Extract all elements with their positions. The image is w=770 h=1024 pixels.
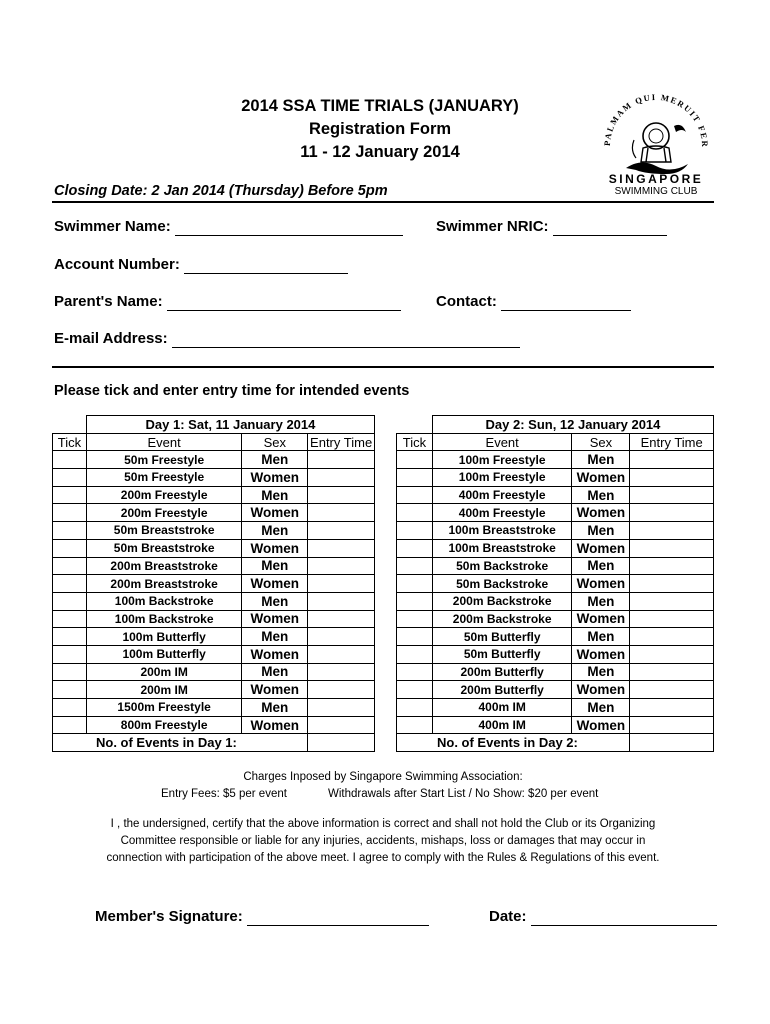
entry-time-cell[interactable] (308, 592, 375, 610)
signature-row (95, 908, 429, 926)
event-sex: Women (242, 716, 308, 734)
lion-crest-icon (596, 88, 716, 178)
swimmer-name-row (54, 218, 403, 236)
event-sex: Men (572, 699, 630, 717)
event-name: 50m Backstroke (432, 575, 572, 593)
closing-date: Closing Date: 2 Jan 2014 (Thursday) Before 5pm (54, 183, 388, 199)
table-row (397, 504, 714, 522)
contact-label: Contact: (436, 293, 497, 310)
parents-name-label: Parent's Name: (54, 293, 163, 310)
day1-events-table (52, 415, 375, 752)
entry-time-cell[interactable] (308, 486, 375, 504)
event-name: 1500m Freestyle (86, 699, 241, 717)
certification-line2: Committee responsible or liable for any injuries, accidents, mishaps, loss or damages that may occur in (120, 835, 646, 847)
email-label: E-mail Address: (54, 330, 168, 347)
table-row (397, 469, 714, 487)
entry-time-cell[interactable] (308, 663, 375, 681)
event-sex: Men (572, 451, 630, 469)
entry-time-cell[interactable] (630, 575, 714, 593)
day1-col-entry: Entry Time (308, 433, 375, 451)
tick-cell[interactable] (53, 504, 87, 522)
entry-time-cell[interactable] (630, 645, 714, 663)
table-row (53, 628, 375, 646)
tick-cell[interactable] (53, 539, 87, 557)
certification-line3: connection with participation of the above meet. I agree to comply with the Rules & Regulations of this event. (106, 852, 660, 864)
tick-cell[interactable] (53, 575, 87, 593)
event-name: 100m Freestyle (432, 451, 572, 469)
event-sex: Men (242, 486, 308, 504)
tick-cell[interactable] (53, 628, 87, 646)
tick-cell[interactable] (53, 557, 87, 575)
entry-time-cell[interactable] (630, 592, 714, 610)
svg-text:PALMAM QUI MERUIT FERAT (596, 88, 710, 148)
event-name: 200m Backstroke (432, 592, 572, 610)
table-row (397, 557, 714, 575)
event-sex: Men (572, 628, 630, 646)
swimmer-nric-label: Swimmer NRIC: (436, 218, 549, 235)
table-row (53, 522, 375, 540)
entry-time-cell[interactable] (630, 522, 714, 540)
event-name: 200m IM (86, 681, 241, 699)
event-sex: Women (242, 645, 308, 663)
event-name: 800m Freestyle (86, 716, 241, 734)
logo-name-line1: SINGAPORE (608, 172, 704, 186)
form-subtitle: Registration Form (308, 120, 452, 138)
table-row (53, 504, 375, 522)
email-field[interactable] (172, 332, 520, 348)
table-row (53, 575, 375, 593)
tick-cell[interactable] (397, 681, 433, 699)
tick-cell[interactable] (53, 645, 87, 663)
logo-motto: PALMAM QUI MERUIT FER (601, 91, 711, 149)
event-sex: Women (242, 539, 308, 557)
table-row (397, 522, 714, 540)
parents-name-row (54, 293, 401, 311)
event-sex: Men (242, 663, 308, 681)
event-name: 200m Freestyle (86, 504, 241, 522)
tick-cell[interactable] (53, 663, 87, 681)
account-number-field[interactable] (184, 258, 348, 274)
entry-time-cell[interactable] (630, 699, 714, 717)
tick-cell[interactable] (397, 592, 433, 610)
entry-time-cell[interactable] (630, 486, 714, 504)
event-name: 100m Breaststroke (432, 539, 572, 557)
entry-time-cell[interactable] (308, 699, 375, 717)
entry-time-cell[interactable] (630, 557, 714, 575)
day2-col-event: Event (432, 433, 572, 451)
table-row (397, 539, 714, 557)
club-logo (596, 88, 716, 200)
certification-line1: I , the undersigned, certify that the above information is correct and shall not hold the Club or its Organizing (110, 818, 656, 830)
event-sex: Men (242, 522, 308, 540)
event-sex: Men (242, 628, 308, 646)
event-sex: Men (572, 557, 630, 575)
table-row (53, 557, 375, 575)
certification-text (52, 816, 714, 867)
table-row (397, 610, 714, 628)
tick-cell[interactable] (53, 592, 87, 610)
event-sex: Men (572, 522, 630, 540)
table-row (397, 592, 714, 610)
entry-time-cell[interactable] (308, 557, 375, 575)
table-row (53, 486, 375, 504)
tick-cell[interactable] (397, 699, 433, 717)
event-sex: Men (572, 486, 630, 504)
event-sex: Men (242, 699, 308, 717)
entry-time-cell[interactable] (630, 539, 714, 557)
tick-cell[interactable] (397, 469, 433, 487)
table-row (53, 610, 375, 628)
tick-cell[interactable] (53, 522, 87, 540)
event-sex: Women (572, 716, 630, 734)
table-row (397, 645, 714, 663)
entry-time-cell[interactable] (308, 610, 375, 628)
event-sex: Men (242, 557, 308, 575)
charges-line1: Charges Inposed by Singapore Swimming Association: (243, 771, 523, 783)
withdrawals: Withdrawals after Start List / No Show: $20 per event (328, 788, 599, 800)
divider (52, 201, 714, 203)
event-name: 50m Freestyle (86, 451, 241, 469)
entry-time-cell[interactable] (630, 610, 714, 628)
event-name: 200m Breaststroke (86, 575, 241, 593)
day2-col-sex: Sex (572, 433, 630, 451)
event-name: 400m IM (432, 699, 572, 717)
event-sex: Women (242, 504, 308, 522)
entry-time-cell[interactable] (308, 469, 375, 487)
entry-time-cell[interactable] (308, 628, 375, 646)
table-row (53, 699, 375, 717)
logo-name-line2: SWIMMING CLUB (614, 186, 698, 197)
event-name: 50m Butterfly (432, 628, 572, 646)
event-sex: Women (572, 539, 630, 557)
entry-time-cell[interactable] (308, 522, 375, 540)
swimmer-nric-row (436, 218, 667, 236)
day1-col-tick: Tick (53, 433, 87, 451)
account-number-label: Account Number: (54, 256, 180, 273)
table-row (397, 628, 714, 646)
day2-footer: No. of Events in Day 2: (397, 734, 630, 752)
divider (52, 366, 714, 368)
table-row (397, 681, 714, 699)
tick-cell[interactable] (53, 486, 87, 504)
event-name: 100m Butterfly (86, 645, 241, 663)
form-title: 2014 SSA TIME TRIALS (JANUARY) (241, 97, 519, 115)
tick-cell[interactable] (397, 486, 433, 504)
event-sex: Men (572, 663, 630, 681)
event-sex: Women (572, 504, 630, 522)
tick-cell[interactable] (397, 504, 433, 522)
day1-col-sex: Sex (242, 433, 308, 451)
table-row (53, 645, 375, 663)
entry-time-cell[interactable] (630, 663, 714, 681)
event-name: 100m Breaststroke (432, 522, 572, 540)
table-row (53, 592, 375, 610)
day2-col-entry: Entry Time (630, 433, 714, 451)
table-row (397, 699, 714, 717)
day2-count-cell[interactable] (630, 734, 714, 752)
entry-time-cell[interactable] (308, 645, 375, 663)
table-row (397, 486, 714, 504)
event-name: 200m Backstroke (432, 610, 572, 628)
event-sex: Men (242, 592, 308, 610)
event-name: 50m Breaststroke (86, 539, 241, 557)
table-row (53, 469, 375, 487)
member-signature-field[interactable] (247, 910, 429, 926)
event-sex: Women (572, 681, 630, 699)
event-name: 400m Freestyle (432, 504, 572, 522)
account-number-row (54, 256, 348, 274)
entry-time-cell[interactable] (630, 681, 714, 699)
event-sex: Men (572, 592, 630, 610)
entry-time-cell[interactable] (630, 628, 714, 646)
event-sex: Women (572, 575, 630, 593)
event-name: 50m Backstroke (432, 557, 572, 575)
member-signature-label: Member's Signature: (95, 908, 243, 925)
entry-time-cell[interactable] (308, 575, 375, 593)
swimmer-nric-field[interactable] (553, 220, 667, 236)
tick-cell[interactable] (53, 451, 87, 469)
tick-cell[interactable] (397, 539, 433, 557)
day1-title: Day 1: Sat, 11 January 2014 (86, 416, 374, 434)
tick-cell[interactable] (53, 699, 87, 717)
event-name: 400m IM (432, 716, 572, 734)
day1-footer: No. of Events in Day 1: (53, 734, 308, 752)
event-sex: Women (572, 469, 630, 487)
event-name: 100m Backstroke (86, 592, 241, 610)
event-sex: Women (572, 645, 630, 663)
tick-cell[interactable] (397, 628, 433, 646)
tick-cell[interactable] (397, 451, 433, 469)
form-dates: 11 - 12 January 2014 (300, 143, 460, 161)
table-row (53, 451, 375, 469)
entry-time-cell[interactable] (630, 504, 714, 522)
tick-cell[interactable] (397, 575, 433, 593)
entry-time-cell[interactable] (308, 681, 375, 699)
entry-fees: Entry Fees: $5 per event (161, 788, 287, 800)
tick-cell[interactable] (397, 663, 433, 681)
table-row (397, 716, 714, 734)
day2-title: Day 2: Sun, 12 January 2014 (432, 416, 713, 434)
contact-row (436, 293, 631, 311)
entry-time-cell[interactable] (308, 504, 375, 522)
event-sex: Men (242, 451, 308, 469)
tick-cell[interactable] (397, 645, 433, 663)
event-sex: Women (242, 469, 308, 487)
entry-time-cell[interactable] (308, 539, 375, 557)
tick-cell[interactable] (53, 469, 87, 487)
table-row (397, 451, 714, 469)
entry-time-cell[interactable] (630, 469, 714, 487)
swimmer-name-label: Swimmer Name: (54, 218, 171, 235)
entry-time-cell[interactable] (308, 451, 375, 469)
event-name: 200m Freestyle (86, 486, 241, 504)
tick-cell[interactable] (397, 557, 433, 575)
email-row (54, 330, 520, 348)
entry-time-cell[interactable] (308, 716, 375, 734)
date-field[interactable] (531, 910, 717, 926)
day2-events-table (396, 415, 714, 752)
entry-time-cell[interactable] (630, 451, 714, 469)
parents-name-field[interactable] (167, 295, 401, 311)
event-sex: Women (242, 575, 308, 593)
event-name: 50m Breaststroke (86, 522, 241, 540)
event-sex: Women (572, 610, 630, 628)
event-sex: Women (242, 610, 308, 628)
swimmer-name-field[interactable] (175, 220, 403, 236)
table-row (53, 681, 375, 699)
event-name: 200m Butterfly (432, 681, 572, 699)
entry-time-cell[interactable] (630, 716, 714, 734)
table-row (53, 663, 375, 681)
tick-cell[interactable] (397, 716, 433, 734)
event-name: 200m IM (86, 663, 241, 681)
event-sex: Women (242, 681, 308, 699)
day2-col-tick: Tick (397, 433, 433, 451)
event-name: 100m Freestyle (432, 469, 572, 487)
table-row (53, 716, 375, 734)
event-name: 200m Breaststroke (86, 557, 241, 575)
event-name: 100m Backstroke (86, 610, 241, 628)
date-label: Date: (489, 908, 527, 925)
event-name: 50m Butterfly (432, 645, 572, 663)
tick-cell[interactable] (53, 716, 87, 734)
table-row (397, 663, 714, 681)
tick-cell[interactable] (53, 681, 87, 699)
event-name: 100m Butterfly (86, 628, 241, 646)
tick-cell[interactable] (397, 522, 433, 540)
table-row (397, 575, 714, 593)
date-row (489, 908, 717, 926)
event-name: 200m Butterfly (432, 663, 572, 681)
day1-col-event: Event (86, 433, 241, 451)
tick-cell[interactable] (397, 610, 433, 628)
event-name: 400m Freestyle (432, 486, 572, 504)
day1-count-cell[interactable] (308, 734, 375, 752)
table-row (53, 539, 375, 557)
events-heading: Please tick and enter entry time for intended events (54, 383, 410, 399)
tick-cell[interactable] (53, 610, 87, 628)
contact-field[interactable] (501, 295, 631, 311)
event-name: 50m Freestyle (86, 469, 241, 487)
